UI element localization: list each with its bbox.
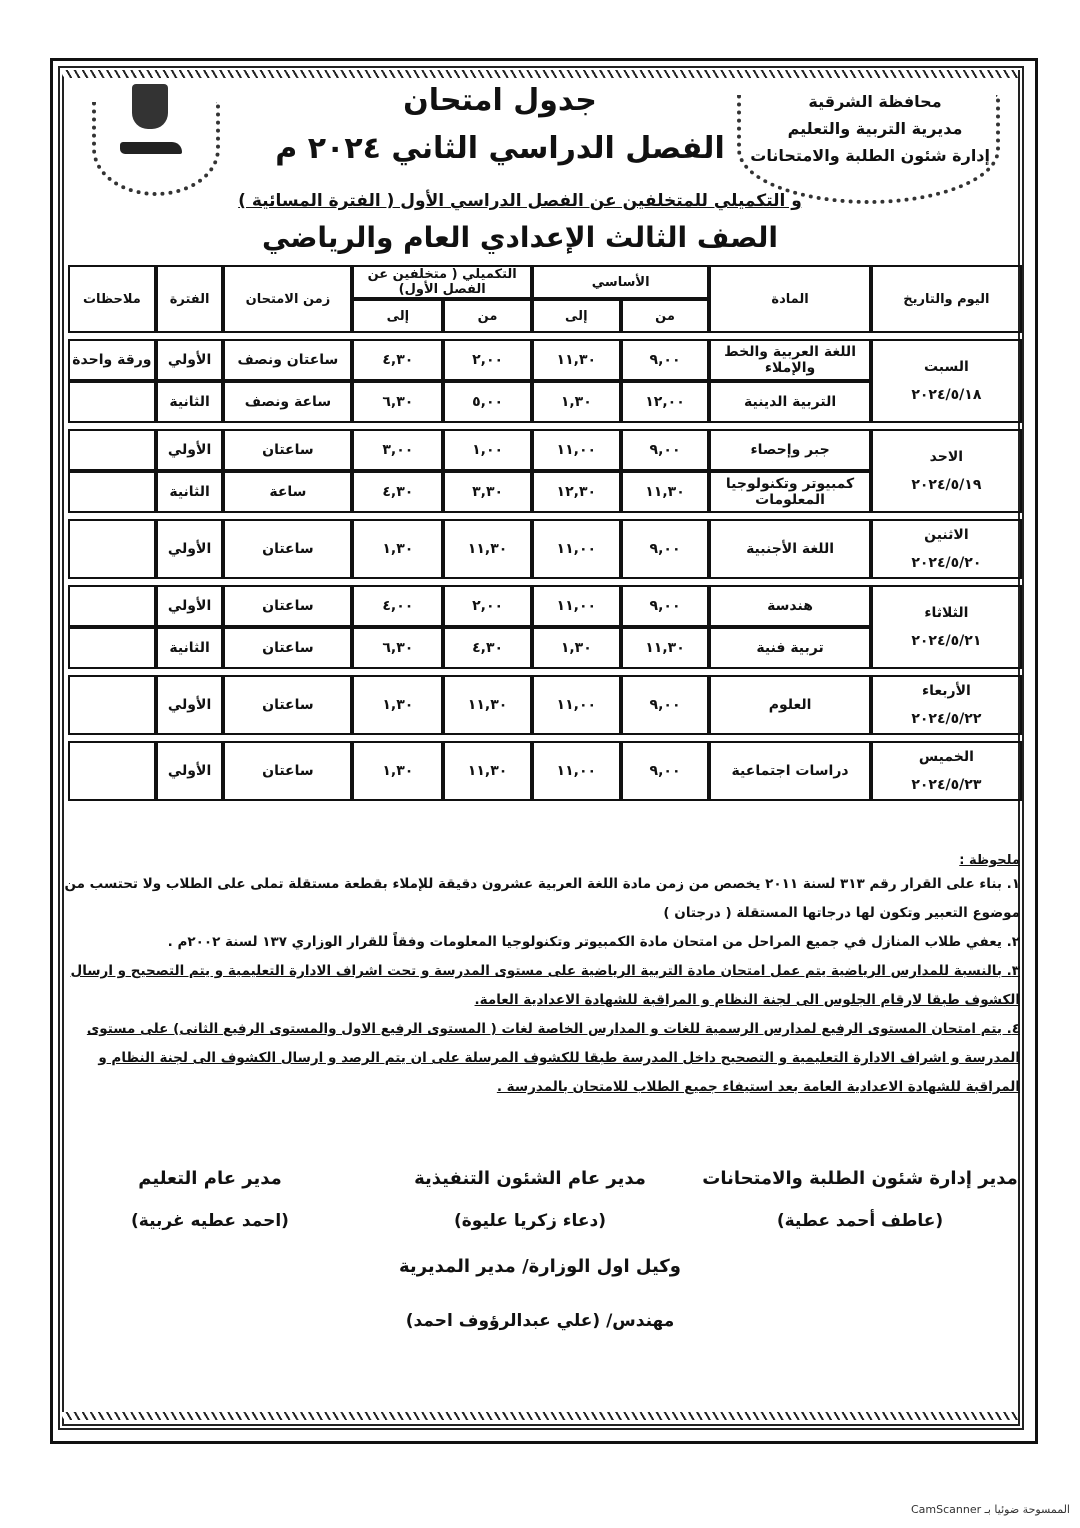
period-cell: الثانية [156,381,224,423]
duration-cell: ساعتان [223,627,352,669]
supp-to-cell: ٤,٠٠ [352,585,443,627]
day-cell [871,519,1022,579]
signature-title: مدير عام التعليم [138,1168,282,1189]
period-cell: الأولي [156,429,224,471]
day-cell [871,675,1022,735]
table-row [68,339,1022,381]
period-cell: الأولي [156,675,224,735]
table-row [68,519,1022,579]
day-date: ٢٠٢٤/٥/٢٣ [911,777,982,793]
supp-from-cell: ١١,٣٠ [443,519,532,579]
period-cell: الثانية [156,471,224,513]
day-date: ٢٠٢٤/٥/٢٢ [911,711,982,727]
subject-cell: كمبيوتر وتكنولوجيا المعلومات [709,471,870,513]
day-cell [871,339,1022,423]
supp-to-cell: ١,٣٠ [352,675,443,735]
governorate: محافظة الشرقية [808,92,942,111]
table-row [68,741,1022,801]
subject-cell: هندسة [709,585,870,627]
period-cell: الأولي [156,585,224,627]
subject-cell: دراسات اجتماعية [709,741,870,801]
day-name: الاحد [929,449,964,465]
notes-cell [68,741,156,801]
subject-cell: التربية الدينية [709,381,870,423]
organization-header [750,88,990,169]
emblem-logo [92,82,222,192]
day-name: الخميس [918,749,974,765]
day-date: ٢٠٢٤/٥/١٩ [911,477,982,493]
header-basic: الأساسي [532,265,709,299]
supp-to-cell: ٦,٣٠ [352,627,443,669]
supp-from-cell: ٤,٣٠ [443,627,532,669]
day-cell [871,429,1022,513]
document-title: جدول امتحان [403,83,597,118]
basic-from-cell: ١٢,٠٠ [621,381,710,423]
duration-cell: ساعتان [223,741,352,801]
basic-to-cell: ١١,٠٠ [532,585,621,627]
period-cell: الثانية [156,627,224,669]
basic-from-cell: ١١,٣٠ [621,471,710,513]
header-day: اليوم والتاريخ [871,265,1022,333]
header-basic-to: إلى [532,299,621,333]
signature-block [380,1168,680,1231]
table-row [68,429,1022,471]
subtitle: و التكميلي للمتخلفين عن الفصل الدراسي الأول ( الفترة المسائية ) [238,191,802,211]
subject-cell: اللغة الأجنبية [709,519,870,579]
period-cell: الأولي [156,741,224,801]
header-supplementary: التكميلي ( متخلفين عن الفصل الأول) [352,265,531,299]
supp-from-cell: ٢,٠٠ [443,339,532,381]
signature-name: (دعاء زكريا عليوة) [454,1211,606,1231]
basic-to-cell: ١١,٠٠ [532,741,621,801]
supp-from-cell: ٥,٠٠ [443,381,532,423]
day-date: ٢٠٢٤/٥/٢٠ [911,555,982,571]
decorative-border-bottom [62,1412,1018,1420]
day-date: ٢٠٢٤/٥/١٨ [911,387,982,403]
supp-from-cell: ٢,٠٠ [443,585,532,627]
basic-to-cell: ١,٣٠ [532,627,621,669]
note-item: ١. بناء على القرار رقم ٣١٣ لسنة ٢٠١١ يخصص من زمن مادة اللغة العربية عشرون دقيقة للإملاء بقطعة مستقلة تملى على الطلاب ولا تحتسب من موضوع التعبير وتكون لها درجاتها المستقلة ( درجتان ) [64,876,1020,921]
basic-from-cell: ٩,٠٠ [621,339,710,381]
exam-schedule-table [68,265,1022,801]
supp-to-cell: ١,٣٠ [352,519,443,579]
horse-icon [120,142,182,154]
basic-to-cell: ١١,٠٠ [532,675,621,735]
signature-name: مهندس/ (علي عبدالرؤوف احمد) [405,1311,675,1331]
administration: إدارة شئون الطلبة والامتحانات [750,146,990,165]
basic-to-cell: ١٢,٣٠ [532,471,621,513]
notes-section [60,852,1020,1102]
day-name: الاثنين [924,527,969,543]
supp-from-cell: ١١,٣٠ [443,675,532,735]
grade-title: الصف الثالث الإعدادي العام والرياضي [262,221,778,254]
header-duration: زمن الامتحان [223,265,352,333]
notes-cell [68,675,156,735]
note-item: ٢. يعفي طلاب المنازل في جميع المراحل من امتحان مادة الكمبيوتر وتكنولوجيا المعلومات وفقاً للقرار الوزاري ١٣٧ لسنة ٢٠٠٢م . [167,934,1020,950]
duration-cell: ساعتان ونصف [223,339,352,381]
day-date: ٢٠٢٤/٥/٢١ [911,633,982,649]
supp-to-cell: ٤,٣٠ [352,339,443,381]
header-supp-to: إلى [352,299,443,333]
day-cell [871,741,1022,801]
duration-cell: ساعة ونصف [223,381,352,423]
supp-to-cell: ٦,٣٠ [352,381,443,423]
signature-title: وكيل اول الوزارة/ مدير المديرية [399,1256,681,1277]
signature-name: (احمد عطيه غربية) [131,1211,289,1231]
duration-cell: ساعتان [223,519,352,579]
header-basic-from: من [621,299,710,333]
basic-from-cell: ٩,٠٠ [621,519,710,579]
signature-block [100,1168,320,1231]
day-cell [871,585,1022,669]
basic-from-cell: ٩,٠٠ [621,741,710,801]
shield-icon [132,84,168,129]
basic-to-cell: ١,٣٠ [532,381,621,423]
duration-cell: ساعتان [223,585,352,627]
day-name: السبت [923,359,969,375]
decorative-border-top [62,70,1018,78]
signature-title: مدير إدارة شئون الطلبة والامتحانات [702,1168,1018,1189]
signature-block [700,1168,1020,1231]
notes-cell: ورقة واحدة [68,339,156,381]
supp-from-cell: ١١,٣٠ [443,741,532,801]
supp-to-cell: ٣,٠٠ [352,429,443,471]
signature-title: مدير عام الشئون التنفيذية [414,1168,646,1189]
directorate: مديرية التربية والتعليم [787,119,963,138]
table-row [68,675,1022,735]
duration-cell: ساعتان [223,429,352,471]
subject-cell: جبر وإحصاء [709,429,870,471]
basic-to-cell: ١١,٣٠ [532,339,621,381]
signature-block [380,1256,700,1331]
subject-cell: العلوم [709,675,870,735]
supp-from-cell: ٣,٣٠ [443,471,532,513]
signature-name: (عاطف أحمد عطية) [776,1211,944,1231]
notes-cell [68,381,156,423]
period-cell: الأولي [156,339,224,381]
period-cell: الأولي [156,519,224,579]
basic-from-cell: ٩,٠٠ [621,429,710,471]
basic-from-cell: ١١,٣٠ [621,627,710,669]
notes-cell [68,585,156,627]
subject-cell: تربية فنية [709,627,870,669]
notes-label: ملحوظة : [959,853,1020,868]
notes-cell [68,519,156,579]
supp-from-cell: ١,٠٠ [443,429,532,471]
note-item: ٣. بالنسبة للمدارس الرياضية يتم عمل امتحان مادة التربية الرياضية على مستوى المدرسة و تحت اشراف الادارة التعليمية و يتم التصحيح و ارسال الكشوف طبقا لارقام الجلوس الى لجنة النظام و المراقبة للشهادة الاعدادية العامة. [70,963,1020,1008]
table-row [68,585,1022,627]
notes-cell [68,471,156,513]
day-name: الثلاثاء [924,605,969,621]
header-period: الفترة [156,265,224,333]
day-name: الأربعاء [921,683,971,699]
subject-cell: اللغة العربية والخط والإملاء [709,339,870,381]
note-item: ٤. يتم امتحان المستوى الرفيع لمدارس الرسمية للغات و المدارس الخاصة لغات ( المستوى الرفيع الاول والمستوى الرفيع الثانى) على مستوى المدرسة و اشراف الادارة التعليمية و التصحيح داخل المدرسة طبقا للكشوف المرسلة على ان يتم الرصد و ارسال الكشوف الى لجنة النظام و المراقبة للشهادة الاعدادية العامة بعد استيفاء جميع الطلاب للامتحان بالمدرسة . [86,1021,1020,1095]
notes-cell [68,627,156,669]
notes-cell [68,429,156,471]
supp-to-cell: ١,٣٠ [352,741,443,801]
header-supp-from: من [443,299,532,333]
duration-cell: ساعتان [223,675,352,735]
scanner-watermark: الممسوحة ضوئيا بـ CamScanner [910,1503,1070,1516]
term-title: الفصل الدراسي الثاني ٢٠٢٤ م [275,131,725,166]
basic-from-cell: ٩,٠٠ [621,585,710,627]
duration-cell: ساعة [223,471,352,513]
supp-to-cell: ٤,٣٠ [352,471,443,513]
basic-to-cell: ١١,٠٠ [532,429,621,471]
header-notes: ملاحظات [68,265,156,333]
header-subject: المادة [709,265,870,333]
basic-to-cell: ١١,٠٠ [532,519,621,579]
basic-from-cell: ٩,٠٠ [621,675,710,735]
